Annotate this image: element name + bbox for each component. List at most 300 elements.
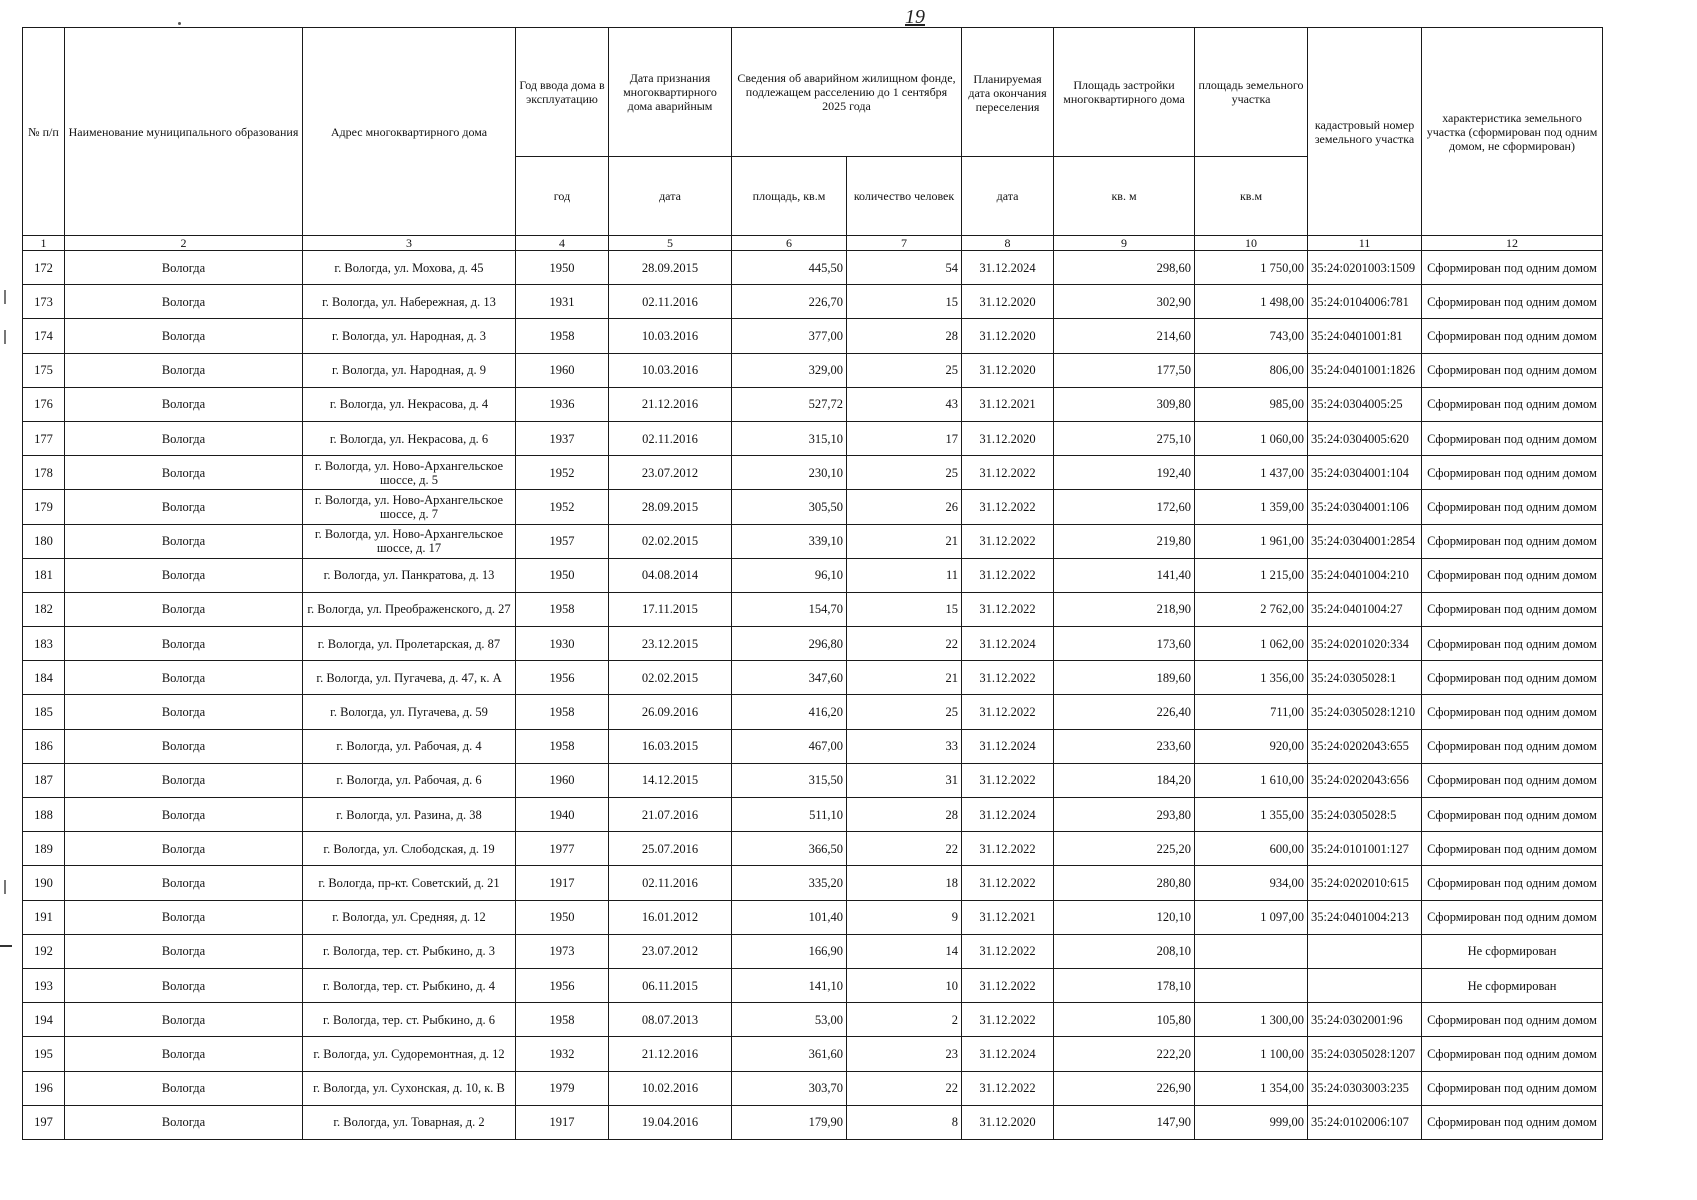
address-cell: г. Вологда, ул. Некрасова, д. 4 — [303, 387, 516, 421]
land-characteristic-cell: Не сформирован — [1422, 968, 1603, 1002]
land-characteristic-cell: Сформирован под одним домом — [1422, 285, 1603, 319]
building-area-cell: 293,80 — [1054, 798, 1195, 832]
year-cell: 1973 — [516, 934, 609, 968]
address-cell: г. Вологда, ул. Судоремонтная, д. 12 — [303, 1037, 516, 1071]
recognition-date-cell: 02.02.2015 — [609, 524, 732, 558]
table-row — [23, 285, 1603, 319]
people-count-cell: 28 — [847, 319, 962, 353]
year-cell: 1958 — [516, 1003, 609, 1037]
planned-date-cell: 31.12.2022 — [962, 524, 1054, 558]
row-number: 194 — [23, 1003, 65, 1037]
cadastral-number-cell: 35:24:0304001:106 — [1308, 490, 1422, 524]
year-cell: 1960 — [516, 763, 609, 797]
table-row — [23, 524, 1603, 558]
address-cell: г. Вологда, ул. Мохова, д. 45 — [303, 251, 516, 285]
cadastral-number-cell — [1308, 968, 1422, 1002]
margin-mark — [4, 880, 6, 894]
address-cell: г. Вологда, ул. Некрасова, д. 6 — [303, 421, 516, 455]
recognition-date-cell: 19.04.2016 — [609, 1105, 732, 1139]
subheader-date: дата — [609, 157, 732, 236]
people-count-cell: 25 — [847, 456, 962, 490]
planned-date-cell: 31.12.2024 — [962, 1037, 1054, 1071]
land-characteristic-cell: Сформирован под одним домом — [1422, 798, 1603, 832]
row-number: 177 — [23, 421, 65, 455]
planned-date-cell: 31.12.2024 — [962, 729, 1054, 763]
row-number: 175 — [23, 353, 65, 387]
people-count-cell: 43 — [847, 387, 962, 421]
area-cell: 166,90 — [732, 934, 847, 968]
planned-date-cell: 31.12.2024 — [962, 798, 1054, 832]
area-cell: 315,10 — [732, 421, 847, 455]
area-cell: 179,90 — [732, 1105, 847, 1139]
land-characteristic-cell: Сформирован под одним домом — [1422, 866, 1603, 900]
people-count-cell: 15 — [847, 592, 962, 626]
row-number: 183 — [23, 627, 65, 661]
municipality-cell: Вологда — [65, 1003, 303, 1037]
row-number: 174 — [23, 319, 65, 353]
building-area-cell: 120,10 — [1054, 900, 1195, 934]
address-cell: г. Вологда, ул. Средняя, д. 12 — [303, 900, 516, 934]
cadastral-number-cell: 35:24:0305028:1 — [1308, 661, 1422, 695]
table-row — [23, 798, 1603, 832]
header-planned-date: Планируемая дата окончания переселения — [962, 28, 1054, 157]
land-characteristic-cell: Сформирован под одним домом — [1422, 251, 1603, 285]
column-number: 11 — [1308, 236, 1422, 251]
year-cell: 1956 — [516, 968, 609, 1002]
area-cell: 339,10 — [732, 524, 847, 558]
recognition-date-cell: 28.09.2015 — [609, 251, 732, 285]
land-area-cell: 1 356,00 — [1195, 661, 1308, 695]
table-row — [23, 353, 1603, 387]
land-characteristic-cell: Сформирован под одним домом — [1422, 729, 1603, 763]
table-row — [23, 729, 1603, 763]
land-area-cell — [1195, 934, 1308, 968]
building-area-cell: 189,60 — [1054, 661, 1195, 695]
planned-date-cell: 31.12.2022 — [962, 592, 1054, 626]
planned-date-cell: 31.12.2022 — [962, 695, 1054, 729]
row-number: 197 — [23, 1105, 65, 1139]
building-area-cell: 225,20 — [1054, 832, 1195, 866]
address-cell: г. Вологда, ул. Пугачева, д. 59 — [303, 695, 516, 729]
building-area-cell: 177,50 — [1054, 353, 1195, 387]
recognition-date-cell: 21.12.2016 — [609, 387, 732, 421]
municipality-cell: Вологда — [65, 251, 303, 285]
address-cell: г. Вологда, ул. Пролетарская, д. 87 — [303, 627, 516, 661]
municipality-cell: Вологда — [65, 353, 303, 387]
planned-date-cell: 31.12.2022 — [962, 866, 1054, 900]
column-number: 2 — [65, 236, 303, 251]
land-area-cell: 1 750,00 — [1195, 251, 1308, 285]
address-cell: г. Вологда, ул. Ново-Архангельское шоссе, д. 7 — [303, 490, 516, 524]
subheader-area: площадь, кв.м — [732, 157, 847, 236]
row-number: 189 — [23, 832, 65, 866]
land-characteristic-cell: Сформирован под одним домом — [1422, 558, 1603, 592]
building-area-cell: 302,90 — [1054, 285, 1195, 319]
recognition-date-cell: 10.02.2016 — [609, 1071, 732, 1105]
cadastral-number-cell: 35:24:0304001:2854 — [1308, 524, 1422, 558]
building-area-cell: 226,40 — [1054, 695, 1195, 729]
people-count-cell: 22 — [847, 1071, 962, 1105]
area-cell: 226,70 — [732, 285, 847, 319]
address-cell: г. Вологда, ул. Рабочая, д. 6 — [303, 763, 516, 797]
land-area-cell: 806,00 — [1195, 353, 1308, 387]
cadastral-number-cell: 35:24:0202043:656 — [1308, 763, 1422, 797]
recognition-date-cell: 26.09.2016 — [609, 695, 732, 729]
column-number: 9 — [1054, 236, 1195, 251]
municipality-cell: Вологда — [65, 387, 303, 421]
table-row — [23, 695, 1603, 729]
margin-dash — [0, 945, 12, 947]
cadastral-number-cell: 35:24:0202010:615 — [1308, 866, 1422, 900]
municipality-cell: Вологда — [65, 900, 303, 934]
land-area-cell — [1195, 968, 1308, 1002]
land-area-cell: 1 359,00 — [1195, 490, 1308, 524]
recognition-date-cell: 23.07.2012 — [609, 456, 732, 490]
address-cell: г. Вологда, ул. Панкратова, д. 13 — [303, 558, 516, 592]
row-number: 193 — [23, 968, 65, 1002]
people-count-cell: 15 — [847, 285, 962, 319]
table-row — [23, 387, 1603, 421]
subheader-planned: дата — [962, 157, 1054, 236]
area-cell: 96,10 — [732, 558, 847, 592]
address-cell: г. Вологда, пр-кт. Советский, д. 21 — [303, 866, 516, 900]
table-row — [23, 1105, 1603, 1139]
people-count-cell: 21 — [847, 661, 962, 695]
row-number: 178 — [23, 456, 65, 490]
municipality-cell: Вологда — [65, 934, 303, 968]
column-number: 5 — [609, 236, 732, 251]
planned-date-cell: 31.12.2022 — [962, 832, 1054, 866]
municipality-cell: Вологда — [65, 832, 303, 866]
land-characteristic-cell: Сформирован под одним домом — [1422, 900, 1603, 934]
land-characteristic-cell: Сформирован под одним домом — [1422, 1071, 1603, 1105]
column-number: 10 — [1195, 236, 1308, 251]
subheader-land-unit: кв.м — [1195, 157, 1308, 236]
column-number: 1 — [23, 236, 65, 251]
recognition-date-cell: 21.07.2016 — [609, 798, 732, 832]
municipality-cell: Вологда — [65, 866, 303, 900]
table-row — [23, 456, 1603, 490]
address-cell: г. Вологда, ул. Разина, д. 38 — [303, 798, 516, 832]
table-row — [23, 832, 1603, 866]
cadastral-number-cell: 35:24:0305028:1207 — [1308, 1037, 1422, 1071]
building-area-cell: 222,20 — [1054, 1037, 1195, 1071]
planned-date-cell: 31.12.2021 — [962, 900, 1054, 934]
area-cell: 445,50 — [732, 251, 847, 285]
planned-date-cell: 31.12.2020 — [962, 319, 1054, 353]
address-cell: г. Вологда, ул. Народная, д. 9 — [303, 353, 516, 387]
planned-date-cell: 31.12.2022 — [962, 934, 1054, 968]
land-area-cell: 1 961,00 — [1195, 524, 1308, 558]
municipality-cell: Вологда — [65, 763, 303, 797]
land-area-cell: 999,00 — [1195, 1105, 1308, 1139]
cadastral-number-cell: 35:24:0202043:655 — [1308, 729, 1422, 763]
row-number: 180 — [23, 524, 65, 558]
municipality-cell: Вологда — [65, 968, 303, 1002]
page-number: 19 — [905, 6, 925, 28]
year-cell: 1957 — [516, 524, 609, 558]
building-area-cell: 275,10 — [1054, 421, 1195, 455]
row-number: 181 — [23, 558, 65, 592]
people-count-cell: 31 — [847, 763, 962, 797]
year-cell: 1956 — [516, 661, 609, 695]
land-characteristic-cell: Сформирован под одним домом — [1422, 353, 1603, 387]
year-cell: 1937 — [516, 421, 609, 455]
land-characteristic-cell: Сформирован под одним домом — [1422, 832, 1603, 866]
table-row — [23, 866, 1603, 900]
year-cell: 1979 — [516, 1071, 609, 1105]
people-count-cell: 8 — [847, 1105, 962, 1139]
land-characteristic-cell: Сформирован под одним домом — [1422, 592, 1603, 626]
building-area-cell: 298,60 — [1054, 251, 1195, 285]
recognition-date-cell: 02.11.2016 — [609, 866, 732, 900]
building-area-cell: 184,20 — [1054, 763, 1195, 797]
land-characteristic-cell: Сформирован под одним домом — [1422, 490, 1603, 524]
people-count-cell: 22 — [847, 832, 962, 866]
area-cell: 361,60 — [732, 1037, 847, 1071]
municipality-cell: Вологда — [65, 592, 303, 626]
recognition-date-cell: 16.03.2015 — [609, 729, 732, 763]
people-count-cell: 2 — [847, 1003, 962, 1037]
row-number: 176 — [23, 387, 65, 421]
area-cell: 141,10 — [732, 968, 847, 1002]
planned-date-cell: 31.12.2022 — [962, 490, 1054, 524]
row-number: 185 — [23, 695, 65, 729]
table-row — [23, 661, 1603, 695]
municipality-cell: Вологда — [65, 490, 303, 524]
address-cell: г. Вологда, ул. Рабочая, д. 4 — [303, 729, 516, 763]
area-cell: 303,70 — [732, 1071, 847, 1105]
subheader-building-unit: кв. м — [1054, 157, 1195, 236]
land-area-cell: 1 097,00 — [1195, 900, 1308, 934]
planned-date-cell: 31.12.2020 — [962, 421, 1054, 455]
land-characteristic-cell: Сформирован под одним домом — [1422, 661, 1603, 695]
building-area-cell: 192,40 — [1054, 456, 1195, 490]
area-cell: 335,20 — [732, 866, 847, 900]
row-number: 192 — [23, 934, 65, 968]
cadastral-number-cell: 35:24:0304005:25 — [1308, 387, 1422, 421]
area-cell: 296,80 — [732, 627, 847, 661]
cadastral-number-cell: 35:24:0305028:1210 — [1308, 695, 1422, 729]
land-characteristic-cell: Сформирован под одним домом — [1422, 319, 1603, 353]
column-number: 7 — [847, 236, 962, 251]
area-cell: 154,70 — [732, 592, 847, 626]
area-cell: 230,10 — [732, 456, 847, 490]
address-cell: г. Вологда, ул. Товарная, д. 2 — [303, 1105, 516, 1139]
row-number: 196 — [23, 1071, 65, 1105]
people-count-cell: 22 — [847, 627, 962, 661]
year-cell: 1958 — [516, 695, 609, 729]
address-cell: г. Вологда, ул. Народная, д. 3 — [303, 319, 516, 353]
recognition-date-cell: 17.11.2015 — [609, 592, 732, 626]
table-row — [23, 900, 1603, 934]
planned-date-cell: 31.12.2020 — [962, 285, 1054, 319]
address-cell: г. Вологда, ул. Набережная, д. 13 — [303, 285, 516, 319]
recognition-date-cell: 02.11.2016 — [609, 285, 732, 319]
table-row — [23, 251, 1603, 285]
building-area-cell: 219,80 — [1054, 524, 1195, 558]
address-cell: г. Вологда, ул. Пугачева, д. 47, к. А — [303, 661, 516, 695]
municipality-cell: Вологда — [65, 558, 303, 592]
municipality-cell: Вологда — [65, 729, 303, 763]
land-area-cell: 1 610,00 — [1195, 763, 1308, 797]
header-address: Адрес многоквартирного дома — [303, 28, 516, 236]
column-number: 8 — [962, 236, 1054, 251]
building-area-cell: 141,40 — [1054, 558, 1195, 592]
year-cell: 1958 — [516, 319, 609, 353]
land-area-cell: 1 354,00 — [1195, 1071, 1308, 1105]
column-number: 6 — [732, 236, 847, 251]
cadastral-number-cell: 35:24:0201020:334 — [1308, 627, 1422, 661]
cadastral-number-cell: 35:24:0401001:81 — [1308, 319, 1422, 353]
address-cell: г. Вологда, тер. ст. Рыбкино, д. 6 — [303, 1003, 516, 1037]
land-area-cell: 1 215,00 — [1195, 558, 1308, 592]
planned-date-cell: 31.12.2022 — [962, 456, 1054, 490]
year-cell: 1950 — [516, 251, 609, 285]
people-count-cell: 33 — [847, 729, 962, 763]
table-body — [23, 251, 1603, 1140]
recognition-date-cell: 02.11.2016 — [609, 421, 732, 455]
building-area-cell: 178,10 — [1054, 968, 1195, 1002]
address-cell: г. Вологда, ул. Ново-Архангельское шоссе, д. 5 — [303, 456, 516, 490]
planned-date-cell: 31.12.2024 — [962, 627, 1054, 661]
address-cell: г. Вологда, тер. ст. Рыбкино, д. 4 — [303, 968, 516, 1002]
people-count-cell: 54 — [847, 251, 962, 285]
municipality-cell: Вологда — [65, 1105, 303, 1139]
planned-date-cell: 31.12.2024 — [962, 251, 1054, 285]
people-count-cell: 18 — [847, 866, 962, 900]
table-row — [23, 934, 1603, 968]
header-emergency-fund: Сведения об аварийном жилищном фонде, подлежащем расселению до 1 сентября 2025 года — [732, 28, 962, 157]
building-area-cell: 147,90 — [1054, 1105, 1195, 1139]
table-row — [23, 968, 1603, 1002]
cadastral-number-cell: 35:24:0304001:104 — [1308, 456, 1422, 490]
building-area-cell: 173,60 — [1054, 627, 1195, 661]
recognition-date-cell: 21.12.2016 — [609, 1037, 732, 1071]
people-count-cell: 14 — [847, 934, 962, 968]
land-characteristic-cell: Сформирован под одним домом — [1422, 1105, 1603, 1139]
address-cell: г. Вологда, ул. Слободская, д. 19 — [303, 832, 516, 866]
people-count-cell: 21 — [847, 524, 962, 558]
planned-date-cell: 31.12.2022 — [962, 661, 1054, 695]
cadastral-number-cell: 35:24:0401004:27 — [1308, 592, 1422, 626]
header-num: № п/п — [23, 28, 65, 236]
building-area-cell: 309,80 — [1054, 387, 1195, 421]
cadastral-number-cell — [1308, 934, 1422, 968]
column-number: 4 — [516, 236, 609, 251]
cadastral-number-cell: 35:24:0303003:235 — [1308, 1071, 1422, 1105]
land-area-cell: 2 762,00 — [1195, 592, 1308, 626]
row-number: 191 — [23, 900, 65, 934]
year-cell: 1958 — [516, 592, 609, 626]
land-area-cell: 1 498,00 — [1195, 285, 1308, 319]
subheader-people: количество человек — [847, 157, 962, 236]
year-cell: 1932 — [516, 1037, 609, 1071]
year-cell: 1917 — [516, 866, 609, 900]
recognition-date-cell: 04.08.2014 — [609, 558, 732, 592]
people-count-cell: 25 — [847, 353, 962, 387]
table-row — [23, 627, 1603, 661]
cadastral-number-cell: 35:24:0305028:5 — [1308, 798, 1422, 832]
recognition-date-cell: 02.02.2015 — [609, 661, 732, 695]
header-land-area: площадь земельного участка — [1195, 28, 1308, 157]
land-characteristic-cell: Сформирован под одним домом — [1422, 1037, 1603, 1071]
table-row — [23, 763, 1603, 797]
recognition-date-cell: 10.03.2016 — [609, 353, 732, 387]
table-row — [23, 558, 1603, 592]
subheader-year: год — [516, 157, 609, 236]
recognition-date-cell: 28.09.2015 — [609, 490, 732, 524]
planned-date-cell: 31.12.2022 — [962, 763, 1054, 797]
column-number: 12 — [1422, 236, 1603, 251]
recognition-date-cell: 25.07.2016 — [609, 832, 732, 866]
planned-date-cell: 31.12.2021 — [962, 387, 1054, 421]
people-count-cell: 9 — [847, 900, 962, 934]
year-cell: 1952 — [516, 456, 609, 490]
cadastral-number-cell: 35:24:0401004:213 — [1308, 900, 1422, 934]
people-count-cell: 17 — [847, 421, 962, 455]
municipality-cell: Вологда — [65, 456, 303, 490]
land-characteristic-cell: Сформирован под одним домом — [1422, 1003, 1603, 1037]
municipality-cell: Вологда — [65, 285, 303, 319]
year-cell: 1950 — [516, 558, 609, 592]
year-cell: 1952 — [516, 490, 609, 524]
area-cell: 511,10 — [732, 798, 847, 832]
cadastral-number-cell: 35:24:0101001:127 — [1308, 832, 1422, 866]
land-area-cell: 1 062,00 — [1195, 627, 1308, 661]
land-characteristic-cell: Сформирован под одним домом — [1422, 627, 1603, 661]
table-row — [23, 1003, 1603, 1037]
land-area-cell: 1 060,00 — [1195, 421, 1308, 455]
area-cell: 53,00 — [732, 1003, 847, 1037]
municipality-cell: Вологда — [65, 421, 303, 455]
row-number: 195 — [23, 1037, 65, 1071]
header-building-area: Площадь застройки многоквартирного дома — [1054, 28, 1195, 157]
emergency-housing-table — [22, 27, 1603, 1140]
area-cell: 329,00 — [732, 353, 847, 387]
people-count-cell: 25 — [847, 695, 962, 729]
land-characteristic-cell: Сформирован под одним домом — [1422, 763, 1603, 797]
row-number: 172 — [23, 251, 65, 285]
area-cell: 416,20 — [732, 695, 847, 729]
row-number: 182 — [23, 592, 65, 626]
header-year: Год ввода дома в эксплуатацию — [516, 28, 609, 157]
cadastral-number-cell: 35:24:0104006:781 — [1308, 285, 1422, 319]
address-cell: г. Вологда, ул. Сухонская, д. 10, к. В — [303, 1071, 516, 1105]
building-area-cell: 218,90 — [1054, 592, 1195, 626]
table-row — [23, 421, 1603, 455]
building-area-cell: 233,60 — [1054, 729, 1195, 763]
planned-date-cell: 31.12.2022 — [962, 1071, 1054, 1105]
table-row — [23, 490, 1603, 524]
area-cell: 101,40 — [732, 900, 847, 934]
municipality-cell: Вологда — [65, 524, 303, 558]
planned-date-cell: 31.12.2022 — [962, 558, 1054, 592]
cadastral-number-cell: 35:24:0401004:210 — [1308, 558, 1422, 592]
people-count-cell: 26 — [847, 490, 962, 524]
row-number: 184 — [23, 661, 65, 695]
municipality-cell: Вологда — [65, 319, 303, 353]
municipality-cell: Вологда — [65, 695, 303, 729]
land-area-cell: 1 100,00 — [1195, 1037, 1308, 1071]
municipality-cell: Вологда — [65, 798, 303, 832]
planned-date-cell: 31.12.2020 — [962, 1105, 1054, 1139]
area-cell: 467,00 — [732, 729, 847, 763]
year-cell: 1977 — [516, 832, 609, 866]
people-count-cell: 23 — [847, 1037, 962, 1071]
table-row — [23, 592, 1603, 626]
year-cell: 1936 — [516, 387, 609, 421]
